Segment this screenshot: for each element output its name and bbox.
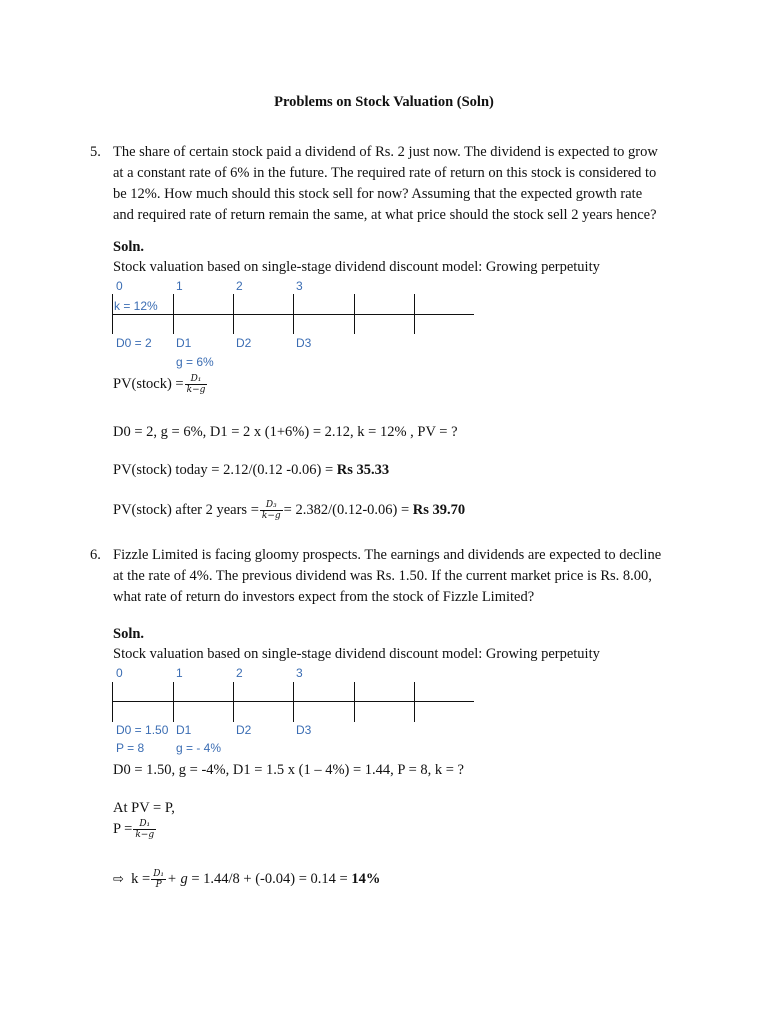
q6-timeline-label-1: 1 bbox=[176, 666, 183, 680]
q5-pv-after-prefix: PV(stock) after 2 years = bbox=[113, 502, 259, 518]
q5-pv-numerator: D₁ bbox=[185, 374, 208, 385]
question-5-line-2: at a constant rate of 6% in the future. The required rate of return on this stock is considered to bbox=[113, 165, 657, 181]
q5-pv-after-denominator: k−g bbox=[261, 511, 281, 522]
q6-timeline-tick bbox=[233, 682, 234, 722]
q6-timeline-tick bbox=[293, 682, 294, 722]
q6-k-fraction bbox=[151, 869, 166, 890]
q6-k-result: 14% bbox=[351, 871, 381, 887]
q5-pv-after-text: = 2.382/(0.12-0.06) = bbox=[283, 502, 413, 518]
q5-timeline-bottom-0: D0 = 2 bbox=[116, 336, 152, 350]
q6-timeline-label-0: 0 bbox=[116, 666, 123, 680]
q6-timeline-tick bbox=[414, 682, 415, 722]
question-6-line-3: what rate of return do investors expect from the stock of Fizzle Limited? bbox=[113, 589, 535, 605]
question-6-number: 6. bbox=[90, 547, 101, 563]
q5-timeline-tick bbox=[293, 294, 294, 334]
q5-pv-after bbox=[113, 500, 465, 521]
question-6-line-2: at the rate of 4%. The previous dividend was Rs. 1.50. If the current market price is Rs. 8.00, bbox=[113, 568, 652, 584]
q6-timeline-tick bbox=[173, 682, 174, 722]
q5-pv-after-numerator: D₃ bbox=[260, 500, 283, 511]
q6-p-numerator: D₁ bbox=[133, 819, 156, 830]
q5-pv-today-result: Rs 35.33 bbox=[336, 462, 390, 478]
q5-soln-label: Soln. bbox=[113, 239, 145, 255]
q6-soln-label: Soln. bbox=[113, 626, 145, 642]
q5-pv-today bbox=[113, 460, 389, 481]
page-title: Problems on Stock Valuation (Soln) bbox=[274, 94, 494, 110]
q5-timeline-bottom-1: D1 bbox=[176, 336, 192, 350]
q6-timeline-label-3: 3 bbox=[296, 666, 303, 680]
question-5-line-3: be 12%. How much should this stock sell for now? Assuming that the expected growth rate bbox=[113, 186, 643, 202]
q5-pv-today-text: PV(stock) today = 2.12/(0.12 -0.06) = bbox=[113, 462, 337, 478]
q5-pv-prefix: PV(stock) = bbox=[113, 376, 184, 392]
q6-p-prefix: P = bbox=[113, 821, 133, 837]
q6-k-prefix: k = bbox=[131, 871, 151, 887]
q6-p-label: P = 8 bbox=[116, 741, 145, 755]
q5-timeline-tick bbox=[354, 294, 355, 334]
q6-k-plus-g: + g bbox=[167, 871, 188, 887]
q5-timeline-tick bbox=[173, 294, 174, 334]
q6-k-denominator: P bbox=[155, 880, 162, 891]
q5-timeline-tick bbox=[112, 294, 113, 334]
q6-timeline-tick bbox=[354, 682, 355, 722]
q6-k-numerator: D₁ bbox=[153, 869, 165, 880]
q6-p-fraction bbox=[133, 819, 156, 840]
q5-timeline-bottom-2: D2 bbox=[236, 336, 252, 350]
q5-pv-fraction bbox=[185, 374, 208, 395]
q6-k-text: = 1.44/8 + (-0.04) = 0.14 = bbox=[187, 871, 352, 887]
q5-timeline-bottom-3: D3 bbox=[296, 336, 312, 350]
question-5-line-4: and required rate of return remain the same, at what price should the stock sell 2 years hence? bbox=[113, 207, 657, 223]
q5-pv-denominator: k−g bbox=[186, 385, 206, 396]
q6-at-pv: At PV = P, bbox=[113, 800, 175, 816]
q5-timeline-label-1: 1 bbox=[176, 279, 183, 293]
q5-k-label: k = 12% bbox=[114, 299, 158, 313]
q5-pv-after-result: Rs 39.70 bbox=[412, 502, 466, 518]
q5-pv-formula bbox=[113, 374, 208, 395]
q6-timeline-bottom-1: D1 bbox=[176, 723, 192, 737]
q5-timeline-tick bbox=[414, 294, 415, 334]
arrow-right-icon: ⇨ bbox=[113, 872, 124, 887]
q6-timeline-bottom-3: D3 bbox=[296, 723, 312, 737]
q5-timeline-label-3: 3 bbox=[296, 279, 303, 293]
question-5-number: 5. bbox=[90, 144, 101, 160]
q5-timeline-label-0: 0 bbox=[116, 279, 123, 293]
question-6-line-1: Fizzle Limited is facing gloomy prospects. The earnings and dividends are expected to decline bbox=[113, 547, 662, 563]
q6-model-text: Stock valuation based on single-stage dividend discount model: Growing perpetuity bbox=[113, 646, 600, 662]
q5-timeline-tick bbox=[233, 294, 234, 334]
q5-g-label: g = 6% bbox=[176, 355, 214, 369]
q6-timeline-bottom-0: D0 = 1.50 bbox=[116, 723, 169, 737]
q6-timeline-tick bbox=[112, 682, 113, 722]
question-5-line-1: The share of certain stock paid a dividend of Rs. 2 just now. The dividend is expected to grow bbox=[113, 144, 658, 160]
q5-timeline-label-2: 2 bbox=[236, 279, 243, 293]
q6-p-formula bbox=[113, 819, 157, 840]
q6-given: D0 = 1.50, g = -4%, D1 = 1.5 x (1 – 4%) = 1.44, P = 8, k = ? bbox=[113, 762, 464, 778]
q5-model-text: Stock valuation based on single-stage dividend discount model: Growing perpetuity bbox=[113, 259, 600, 275]
q6-timeline-label-2: 2 bbox=[236, 666, 243, 680]
q6-g-label: g = - 4% bbox=[176, 741, 222, 755]
q6-k-formula bbox=[113, 869, 380, 890]
q5-pv-after-fraction bbox=[260, 500, 283, 521]
q5-given: D0 = 2, g = 6%, D1 = 2 x (1+6%) = 2.12, k = 12% , PV = ? bbox=[113, 424, 458, 440]
q6-timeline-bottom-2: D2 bbox=[236, 723, 252, 737]
q6-p-denominator: k−g bbox=[135, 830, 155, 841]
